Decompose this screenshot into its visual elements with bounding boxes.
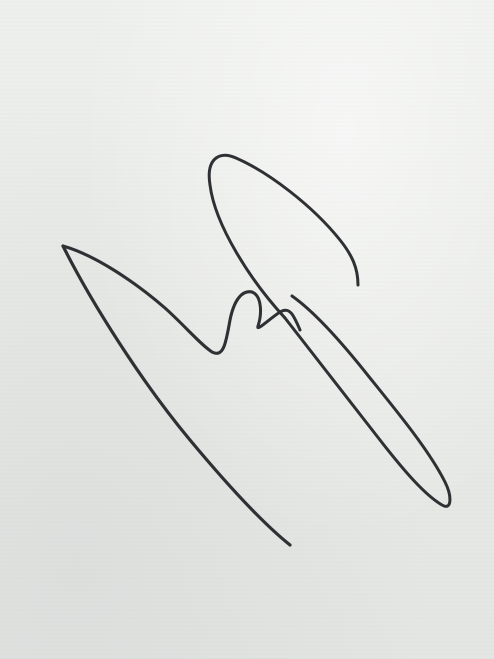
signature-stroke-tall-loop bbox=[209, 155, 358, 318]
signature-stroke-left-descender bbox=[63, 246, 290, 545]
signature-stroke-right-loop bbox=[285, 296, 450, 506]
